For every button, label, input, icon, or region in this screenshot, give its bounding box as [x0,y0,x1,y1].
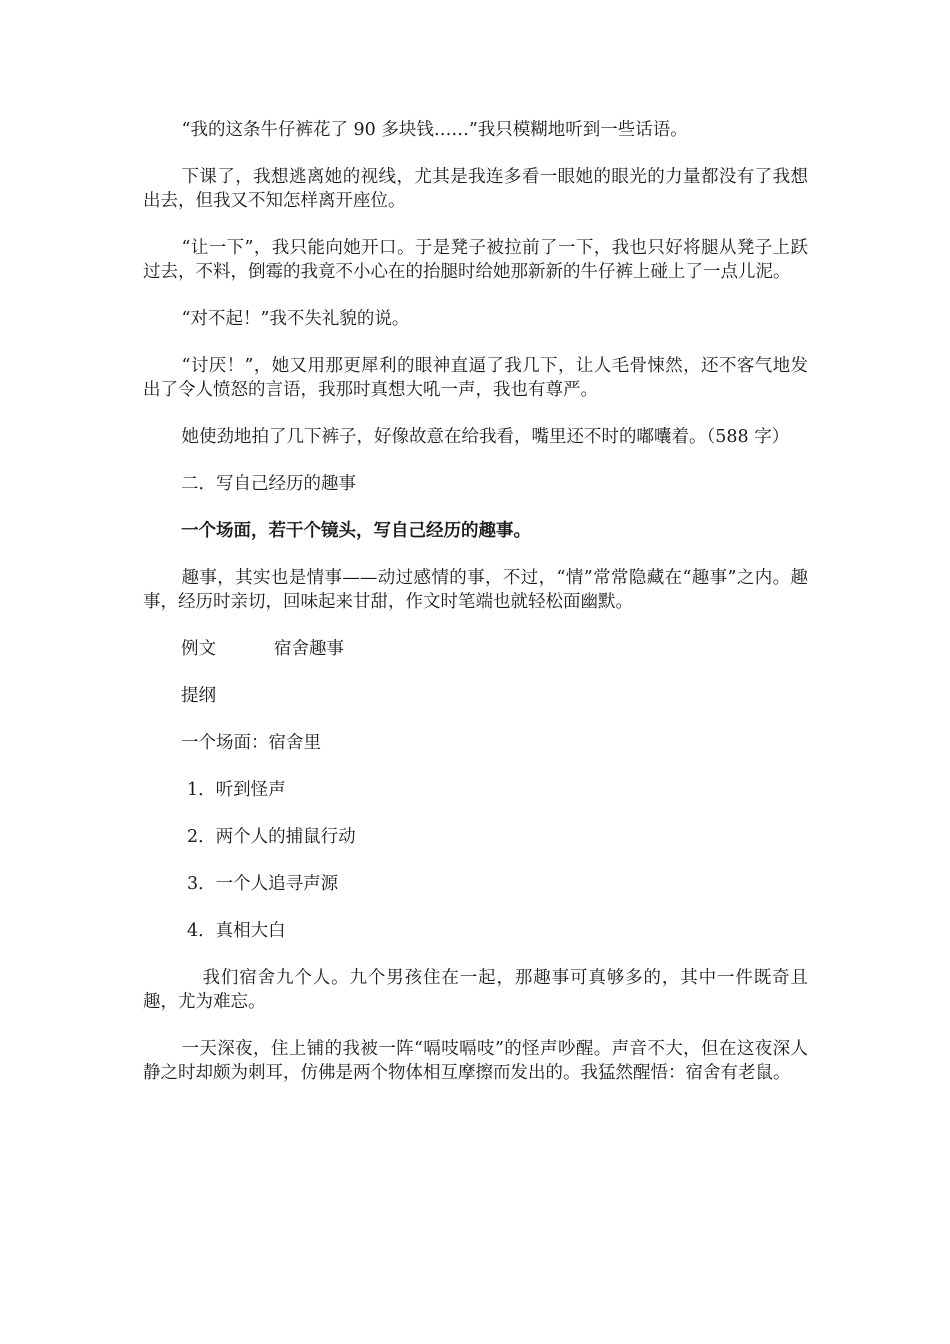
paragraph-annoying: “讨厌！”，她又用那更犀利的眼神直逼了我几下，让人毛骨悚然，还不客气地发出了令人愤怒的言语，我那时真想大吼一声，我也有尊严。 [143,356,808,400]
scene-line: 一个场面：宿舍里 [181,733,321,753]
document-page [143,118,808,1108]
paragraph-jeans-price: “我的这条牛仔裤花了 90 多块钱……”我只模糊地听到一些话语。 [181,120,688,140]
outline-item: 3．一个人追寻声源 [187,874,339,894]
example-label: 例文 [181,639,216,659]
paragraph-sorry: “对不起！”我不失礼貌的说。 [181,309,410,329]
paragraph-patting-jeans: 她使劲地拍了几下裤子，好像故意在给我看，嘴里还不时的嘟囔着。（588 字） [181,427,790,447]
outline-item: 4．真相大白 [187,921,286,941]
story-paragraph-night: 一天深夜，住上铺的我被一阵“嗝吱嗝吱”的怪声吵醒。声音不大，但在这夜深人静之时却颇为刺耳，仿佛是两个物体相互摩擦而发出的。我猛然醒悟：宿舍有老鼠。 [143,1039,808,1083]
paragraph-let-me-pass: “让一下”，我只能向她开口。于是凳子被拉前了一下，我也只好将腿从凳子上跃过去，不料，倒霉的我竟不小心在的抬腿时给她那新新的牛仔裤上碰上了一点儿泥。 [143,238,808,282]
outline-label: 提纲 [181,686,216,706]
paragraph-after-class: 下课了，我想逃离她的视线，尤其是我连多看一眼她的眼光的力量都没有了我想出去，但我又不知怎样离开座位。 [143,167,808,211]
example-line [143,637,808,661]
example-title: 宿舍趣事 [274,639,344,659]
outline-item: 1．听到怪声 [187,780,286,800]
intro-paragraph: 趣事，其实也是情事——动过感情的事，不过，“情”常常隐藏在“趣事”之内。趣事，经历时亲切，回味起来甘甜，作文时笔端也就轻松面幽默。 [143,568,808,612]
story-paragraph-dorm: 我们宿舍九个人。九个男孩住在一起，那趣事可真够多的，其中一件既奇且趣，尤为难忘。 [143,968,808,1012]
section-heading: 二．写自己经历的趣事 [181,474,356,494]
outline-item: 2．两个人的捕鼠行动 [187,827,356,847]
bold-heading: 一个场面，若干个镜头，写自己经历的趣事。 [181,521,531,541]
